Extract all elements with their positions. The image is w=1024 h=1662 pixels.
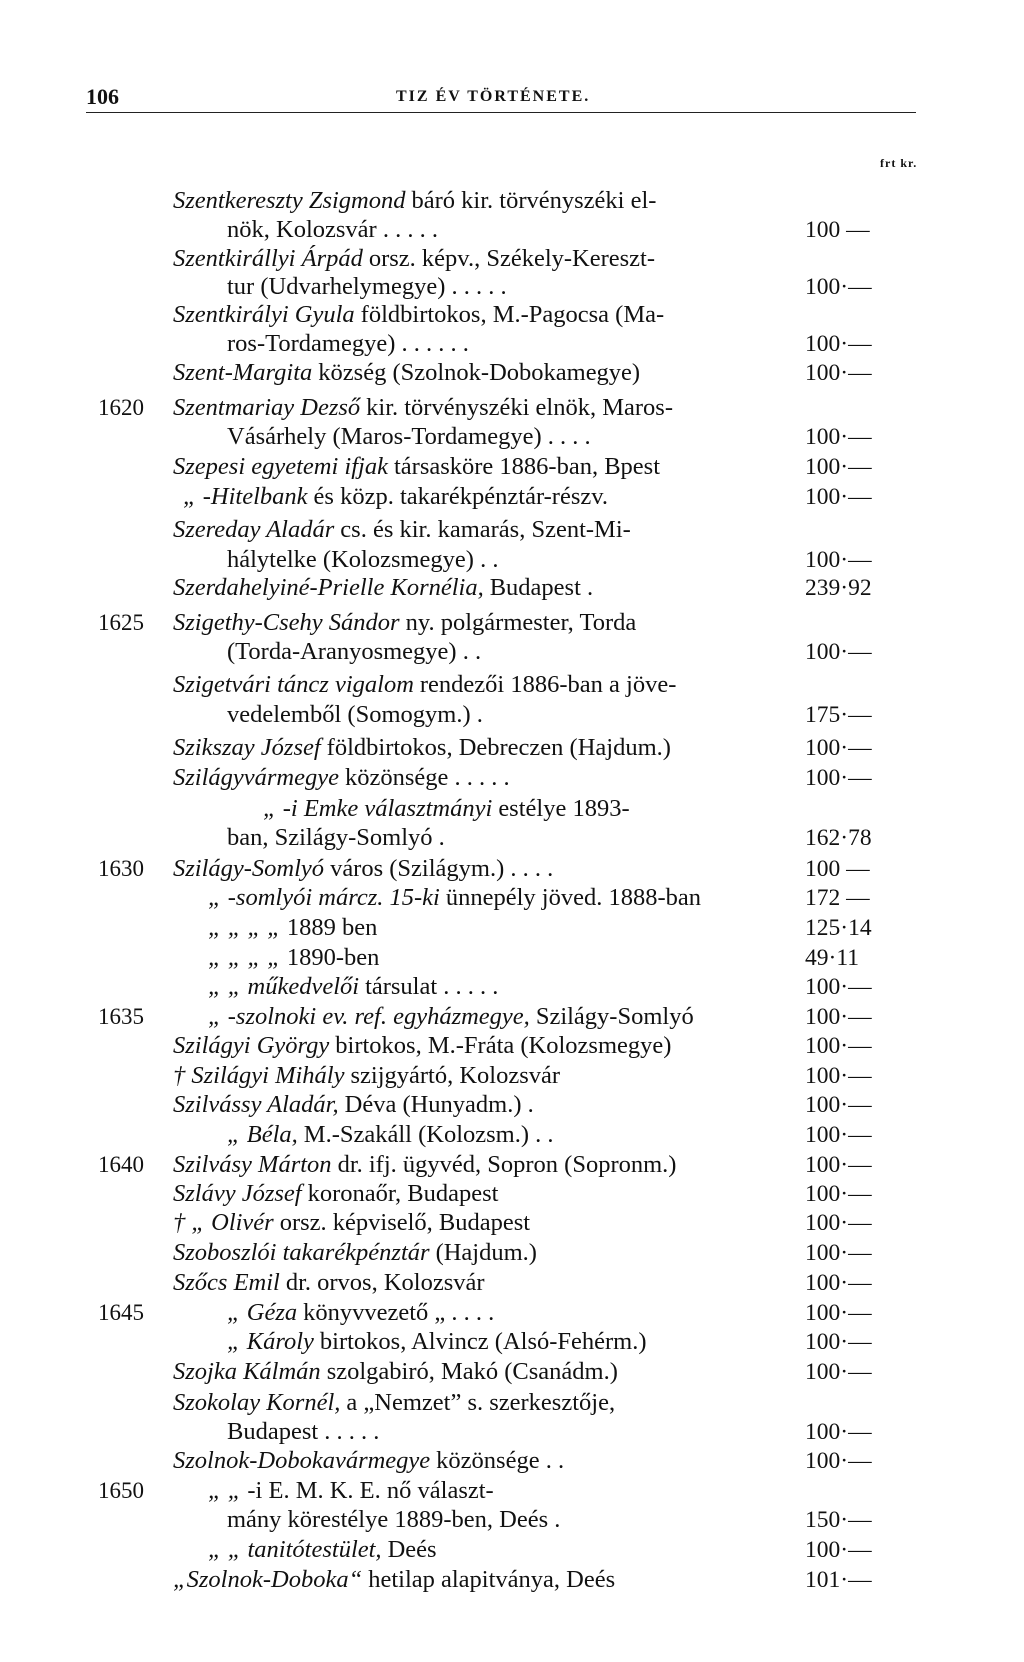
entry-name: Szoboszlói takarékpénztár [173, 1239, 430, 1266]
entry-name: Szigethy-Csehy Sándor [173, 609, 400, 636]
entry-text [173, 1565, 615, 1595]
entry-name: Szőcs Emil [173, 1269, 280, 1296]
entry-text [227, 1505, 560, 1535]
entry-number: 1650 [98, 1478, 144, 1503]
entry-description: nök, Kolozsvár . . . . . [227, 216, 438, 243]
entry-name: Szlávy József [173, 1180, 302, 1207]
entry-line [0, 1417, 1024, 1447]
entry-description: tur (Udvarhelymegye) . . . . . [227, 273, 507, 300]
entry-line [0, 1002, 1024, 1032]
entry-description: ünnepély jöved. 1888-ban [445, 884, 701, 911]
entry-amount: 100·— [805, 1063, 872, 1089]
entry-text [227, 329, 469, 359]
entry-amount: 100·— [805, 1033, 872, 1059]
entry-name: Szereday Aladár [173, 516, 335, 543]
entry-description: szolgabiró, Makó (Csanádm.) [326, 1358, 618, 1385]
entry-line [0, 1388, 1024, 1418]
entry-name: „ „ „ „ [208, 944, 281, 971]
entry-amount: 100 — [805, 856, 870, 882]
entry-line [0, 794, 1024, 824]
entry-text [227, 422, 591, 452]
entry-amount: 100·— [805, 1092, 872, 1118]
entry-text [173, 608, 636, 638]
entry-text [173, 854, 553, 884]
entry-name: „Szolnok-Doboka“ [173, 1566, 363, 1593]
entry-line [0, 272, 1024, 302]
entry-line [0, 1150, 1024, 1180]
entry-text [173, 1179, 499, 1209]
entry-description: 1890-ben [286, 944, 380, 971]
entry-description: -i E. M. K. E. nő választ- [247, 1477, 494, 1504]
entry-amount: 100·— [805, 765, 872, 791]
entry-line [0, 452, 1024, 482]
entry-line [0, 733, 1024, 763]
entry-line [0, 422, 1024, 452]
entry-name: † „ Olivér [173, 1209, 274, 1236]
entry-text [173, 1061, 560, 1091]
entry-line [0, 545, 1024, 575]
entry-text [227, 1327, 647, 1357]
entry-description: ban, Szilágy-Somlyó . [227, 824, 445, 851]
entry-line [0, 1476, 1024, 1506]
entry-description: estélye 1893- [498, 795, 630, 822]
entry-line [0, 700, 1024, 730]
entry-text [227, 1417, 379, 1447]
entry-text [173, 452, 660, 482]
entry-text [227, 215, 438, 245]
entry-name: Szolnok-Dobokavármegye [173, 1447, 431, 1474]
header-rule [86, 112, 916, 113]
entry-text [227, 700, 483, 730]
entry-description: Vásárhely (Maros-Tordamegye) . . . . [227, 423, 591, 450]
entry-description: község (Szolnok-Dobokamegye) [318, 359, 641, 386]
entry-text [208, 1002, 694, 1032]
entry-name: Szilágyi György [173, 1032, 330, 1059]
entry-name: „ „ [208, 1477, 242, 1504]
entry-description: M.-Szakáll (Kolozsm.) . . [303, 1121, 554, 1148]
entry-text [227, 1298, 494, 1328]
entry-amount: 100·— [805, 1004, 872, 1030]
entry-line [0, 913, 1024, 943]
entry-amount: 100·— [805, 1359, 872, 1385]
entry-amount: 49·11 [805, 945, 859, 971]
entry-line [0, 393, 1024, 423]
entry-amount: 100·— [805, 639, 872, 665]
entry-text [208, 972, 498, 1002]
entry-text [173, 1388, 615, 1418]
entry-description: közönsége . . . . . [345, 764, 510, 791]
entry-description: cs. és kir. kamarás, Szent-Mi- [340, 516, 631, 543]
entry-name: Szilvássy Aladár, [173, 1091, 339, 1118]
entry-line [0, 972, 1024, 1002]
entry-text [208, 913, 377, 943]
entry-name: „ Károly [227, 1328, 314, 1355]
entry-description: orsz. képv., Székely-Kereszt- [368, 245, 656, 272]
entry-description: könyvvezető „ . . . . [303, 1299, 495, 1326]
entry-amount: 100·— [805, 1329, 872, 1355]
entry-amount: 175·— [805, 702, 872, 728]
entry-description: hetilap alapitványa, Deés [368, 1566, 616, 1593]
entry-name: „ Géza [227, 1299, 298, 1326]
currency-column-header: frt kr. [880, 156, 918, 170]
entry-amount: 101·— [805, 1567, 872, 1593]
entry-name: „ -i Emke választmányi [263, 795, 493, 822]
entry-name: † Szilágyi Mihály [173, 1062, 345, 1089]
entry-name: „ „ műkedvelői [208, 973, 360, 1000]
page-header [86, 84, 916, 114]
entry-description: és közp. takarékpénztár-részv. [313, 483, 609, 510]
entry-text [183, 482, 608, 512]
entry-line [0, 482, 1024, 512]
entry-number: 1635 [98, 1004, 144, 1029]
entry-name: Szikszay József [173, 734, 321, 761]
entry-description: földbirtokos, M.-Pagocsa (Ma- [360, 301, 665, 328]
entry-amount: 100·— [805, 274, 872, 300]
entry-line [0, 854, 1024, 884]
entry-line [0, 515, 1024, 545]
entry-description: báró kir. törvényszéki el- [411, 187, 657, 214]
entry-description: város (Szilágym.) . . . . [330, 855, 554, 882]
entry-line [0, 1090, 1024, 1120]
entry-number: 1640 [98, 1152, 144, 1177]
entry-description: mány körestélye 1889-ben, Deés . [227, 1506, 561, 1533]
entry-line [0, 300, 1024, 330]
entry-number: 1645 [98, 1300, 144, 1325]
entry-description: rendezői 1886-ban a jöve- [419, 671, 677, 698]
entry-text [208, 1535, 437, 1565]
entry-amount: 125·14 [805, 915, 872, 941]
entry-text [227, 545, 498, 575]
entry-description: vedelemből (Somogym.) . [227, 701, 483, 728]
entry-name: „ Béla, [227, 1121, 298, 1148]
entry-name: Szojka Kálmán [173, 1358, 321, 1385]
entry-line [0, 215, 1024, 245]
entry-line [0, 1061, 1024, 1091]
entry-amount: 100·— [805, 1181, 872, 1207]
entry-amount: 100·— [805, 1240, 872, 1266]
entry-line [0, 186, 1024, 216]
entry-text [173, 300, 664, 330]
entry-description: hálytelke (Kolozsmegye) . . [227, 546, 499, 573]
entry-text [173, 1446, 564, 1476]
entry-name: Szigetvári táncz vigalom [173, 671, 414, 698]
entry-description: Budapest . [489, 574, 594, 601]
entry-line [0, 1446, 1024, 1476]
entry-text [173, 1150, 676, 1180]
entry-text [173, 1268, 485, 1298]
entry-amount: 100·— [805, 974, 872, 1000]
entry-text [227, 272, 507, 302]
entry-line [0, 1268, 1024, 1298]
entry-name: „ „ „ „ [208, 914, 281, 941]
entry-amount: 100·— [805, 1270, 872, 1296]
entry-name: „ „ tanitótestület, [208, 1536, 382, 1563]
entry-number: 1625 [98, 610, 144, 635]
entry-description: Deés [387, 1536, 437, 1563]
entry-amount: 100·— [805, 1537, 872, 1563]
entry-number: 1630 [98, 856, 144, 881]
entry-text [173, 1090, 534, 1120]
entry-text [173, 393, 673, 423]
entry-description: Szilágy-Somlyó [535, 1003, 694, 1030]
entry-text [173, 670, 676, 700]
entry-text [227, 1120, 554, 1150]
entry-line [0, 1357, 1024, 1387]
entry-description: orsz. képviselő, Budapest [279, 1209, 531, 1236]
entry-line [0, 1120, 1024, 1150]
entry-text [173, 244, 655, 274]
entry-description: koronaőr, Budapest [307, 1180, 499, 1207]
entry-amount: 100·— [805, 424, 872, 450]
entry-amount: 100·— [805, 547, 872, 573]
entry-text [227, 823, 445, 853]
entry-description: társulat . . . . . [365, 973, 499, 1000]
entry-line [0, 1208, 1024, 1238]
entry-amount: 100·— [805, 1448, 872, 1474]
entry-description: közönsége . . [436, 1447, 565, 1474]
entry-text [173, 1357, 618, 1387]
entry-description: Budapest . . . . . [227, 1418, 380, 1445]
entry-line [0, 1179, 1024, 1209]
entry-text [263, 794, 630, 824]
entry-amount: 100 — [805, 217, 870, 243]
entry-description: kir. törvényszéki elnök, Maros- [366, 394, 674, 421]
entry-description: dr. orvos, Kolozsvár [285, 1269, 485, 1296]
entry-text [173, 186, 656, 216]
entry-line [0, 1535, 1024, 1565]
entry-name: „ -Hitelbank [183, 483, 308, 510]
entry-text [208, 1476, 494, 1506]
entry-line [0, 1565, 1024, 1595]
entry-amount: 239·92 [805, 575, 872, 601]
entry-amount: 100·— [805, 1152, 872, 1178]
entry-amount: 100·— [805, 1419, 872, 1445]
entry-line [0, 883, 1024, 913]
entry-line [0, 1031, 1024, 1061]
entry-name: Szilágyvármegye [173, 764, 339, 791]
entry-line [0, 1298, 1024, 1328]
entry-line [0, 573, 1024, 603]
entry-name: „ -somlyói márcz. 15-ki [208, 884, 440, 911]
entry-description: a „Nemzet” s. szerkesztője, [346, 1389, 616, 1416]
entry-text [173, 1238, 537, 1268]
page-number: 106 [86, 84, 119, 109]
entry-name: Szokolay Kornél, [173, 1389, 341, 1416]
entry-amount: 100·— [805, 1300, 872, 1326]
entry-description: (Torda-Aranyosmegye) . . [227, 638, 482, 665]
entry-line [0, 637, 1024, 667]
entry-amount: 172 — [805, 885, 870, 911]
entry-text [173, 573, 593, 603]
entry-text [208, 943, 379, 973]
entry-amount: 100·— [805, 454, 872, 480]
entry-line [0, 1327, 1024, 1357]
entry-description: szijgyártó, Kolozsvár [350, 1062, 561, 1089]
entry-line [0, 358, 1024, 388]
entry-description: birtokos, M.-Fráta (Kolozsmegye) [335, 1032, 672, 1059]
entry-description: ny. polgármester, Torda [405, 609, 637, 636]
entry-name: Szentkirályi Gyula [173, 301, 355, 328]
entry-description: 1889 ben [286, 914, 378, 941]
entry-name: Szent-Margita [173, 359, 313, 386]
entry-amount: 100·— [805, 1122, 872, 1148]
entry-line [0, 823, 1024, 853]
entry-description: (Hajdum.) [435, 1239, 537, 1266]
entry-text [173, 1031, 671, 1061]
entry-line [0, 1238, 1024, 1268]
entry-amount: 100·— [805, 331, 872, 357]
entry-description: ros-Tordamegye) . . . . . . [227, 330, 469, 357]
entry-description: Déva (Hunyadm.) . [344, 1091, 534, 1118]
entry-description: földbirtokos, Debreczen (Hajdum.) [326, 734, 671, 761]
entry-name: Szentmariay Dezső [173, 394, 361, 421]
entry-name: Szilágy-Somlyó [173, 855, 325, 882]
entry-amount: 100·— [805, 360, 872, 386]
entry-text [173, 1208, 530, 1238]
entry-text [173, 515, 631, 545]
entry-text [208, 883, 701, 913]
entry-line [0, 329, 1024, 359]
entry-text [173, 358, 640, 388]
entry-description: dr. ifj. ügyvéd, Sopron (Sopronm.) [337, 1151, 677, 1178]
entry-name: „ -szolnoki ev. ref. egyházmegye, [208, 1003, 530, 1030]
entry-description: társasköre 1886-ban, Bpest [393, 453, 661, 480]
entry-line [0, 1505, 1024, 1535]
entry-amount: 100·— [805, 735, 872, 761]
entry-name: Szilvásy Márton [173, 1151, 332, 1178]
entry-text [173, 763, 510, 793]
entry-name: Szepesi egyetemi ifjak [173, 453, 388, 480]
entry-amount: 100·— [805, 1210, 872, 1236]
entry-text [227, 637, 481, 667]
entry-line [0, 943, 1024, 973]
entry-amount: 150·— [805, 1507, 872, 1533]
entry-line [0, 763, 1024, 793]
entry-line [0, 608, 1024, 638]
entry-text [173, 733, 671, 763]
running-title: TIZ ÉV TÖRTÉNETE. [396, 88, 591, 105]
entry-name: Szerdahelyiné-Prielle Kornélia, [173, 574, 484, 601]
entry-line [0, 244, 1024, 274]
entry-amount: 162·78 [805, 825, 872, 851]
entry-line [0, 670, 1024, 700]
entry-name: Szentkirállyi Árpád [173, 245, 363, 272]
entry-description: birtokos, Alvincz (Alsó-Fehérm.) [319, 1328, 647, 1355]
entry-number: 1620 [98, 395, 144, 420]
entry-name: Szentkereszty Zsigmond [173, 187, 406, 214]
entry-amount: 100·— [805, 484, 872, 510]
